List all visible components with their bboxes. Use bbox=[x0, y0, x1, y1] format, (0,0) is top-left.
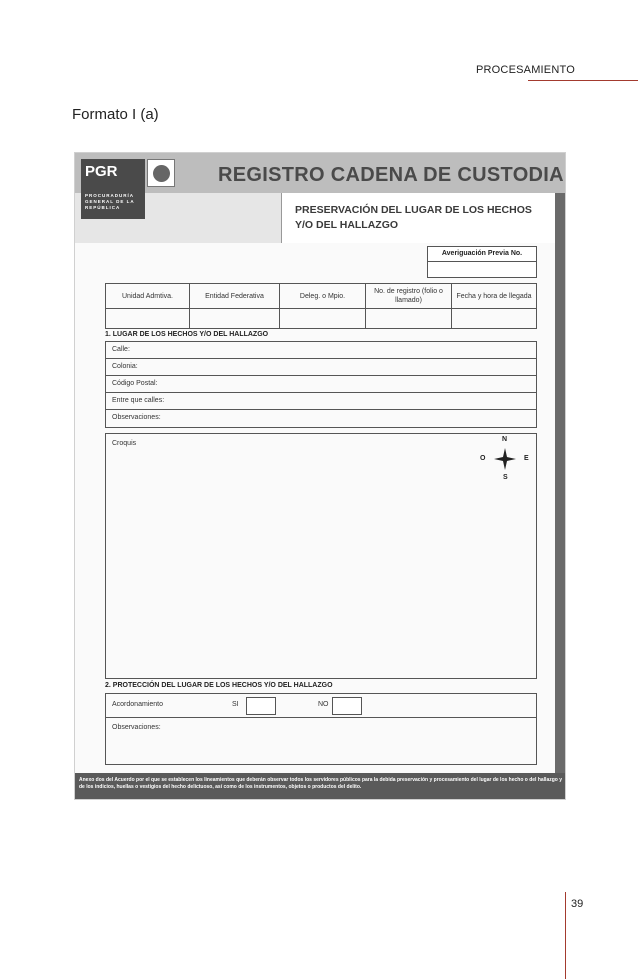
footnote-bar bbox=[75, 773, 566, 800]
field-row: Entre que calles: bbox=[106, 393, 536, 410]
compass bbox=[478, 434, 534, 490]
compass-west: O bbox=[480, 455, 486, 462]
page-rule bbox=[565, 892, 566, 979]
banner-title: REGISTRO CADENA DE CUSTODIA bbox=[218, 164, 564, 186]
no-checkbox[interactable] bbox=[332, 697, 362, 715]
form-image bbox=[74, 152, 566, 800]
protection-row bbox=[106, 694, 536, 718]
croquis-box bbox=[105, 433, 537, 679]
averiguacion-label: Averiguación Previa No. bbox=[428, 247, 536, 262]
protection-box bbox=[105, 693, 537, 765]
compass-east: E bbox=[524, 455, 529, 462]
header-rule bbox=[528, 80, 638, 81]
page-number: 39 bbox=[571, 898, 584, 910]
field-row: Código Postal: bbox=[106, 376, 536, 393]
field-row: Calle: bbox=[106, 342, 536, 359]
acordonamiento-label: Acordonamiento bbox=[112, 701, 163, 708]
table-cell bbox=[452, 309, 536, 328]
compass-south: S bbox=[503, 474, 508, 481]
seal bbox=[147, 159, 175, 187]
table-cell bbox=[280, 309, 366, 328]
page-title: Formato I (a) bbox=[72, 106, 159, 123]
table-cell bbox=[106, 309, 190, 328]
footnote: Anexo dos del Acuerdo por el que se establecen los lineamientos que deberán observar todos los servidores públicos para la debida preservación y procesamiento del lugar de los hecho o del hallazgo y de los indicios, huellas o vestigios del hecho delictuoso, así como de los instrumentos, objetos o productos del delito. bbox=[79, 777, 563, 790]
pgr-logo-text: PGR bbox=[85, 163, 118, 180]
section-header: PROCESAMIENTO bbox=[476, 64, 575, 76]
table-cell bbox=[190, 309, 280, 328]
table-header: Entidad Federativa bbox=[190, 284, 280, 309]
location-fields bbox=[105, 341, 537, 428]
top-table bbox=[105, 283, 537, 329]
compass-star-icon bbox=[494, 448, 516, 470]
form-subtitle: PRESERVACIÓN DEL LUGAR DE LOS HECHOS Y/O DEL HALLAZGO bbox=[295, 204, 532, 231]
section1-title: 1. LUGAR DE LOS HECHOS Y/O DEL HALLAZGO bbox=[105, 331, 269, 338]
eagle-seal-icon bbox=[153, 165, 170, 182]
no-label: NO bbox=[318, 701, 329, 708]
protection-observaciones-label: Observaciones: bbox=[112, 724, 161, 731]
table-header: Unidad Admtiva. bbox=[106, 284, 190, 309]
pgr-logo-subtext: PROCURADURÍA GENERAL DE LA REPÚBLICA bbox=[85, 193, 135, 210]
pgr-logo bbox=[81, 159, 145, 219]
croquis-label: Croquis bbox=[112, 440, 137, 447]
table-header: Deleg. o Mpio. bbox=[280, 284, 366, 309]
compass-north: N bbox=[502, 436, 508, 443]
field-row: Observaciones: bbox=[112, 414, 161, 421]
si-checkbox[interactable] bbox=[246, 697, 276, 715]
form-right-strip bbox=[555, 193, 565, 779]
table-header: No. de registro (folio o llamado) bbox=[366, 284, 452, 309]
averiguacion-box bbox=[427, 246, 537, 278]
field-row: Colonia: bbox=[106, 359, 536, 376]
section2-title: 2. PROTECCIÓN DEL LUGAR DE LOS HECHOS Y/O DEL HALLAZGO bbox=[105, 682, 333, 689]
si-label: SI bbox=[232, 701, 239, 708]
table-header: Fecha y hora de llegada bbox=[452, 284, 536, 309]
table-cell bbox=[366, 309, 452, 328]
